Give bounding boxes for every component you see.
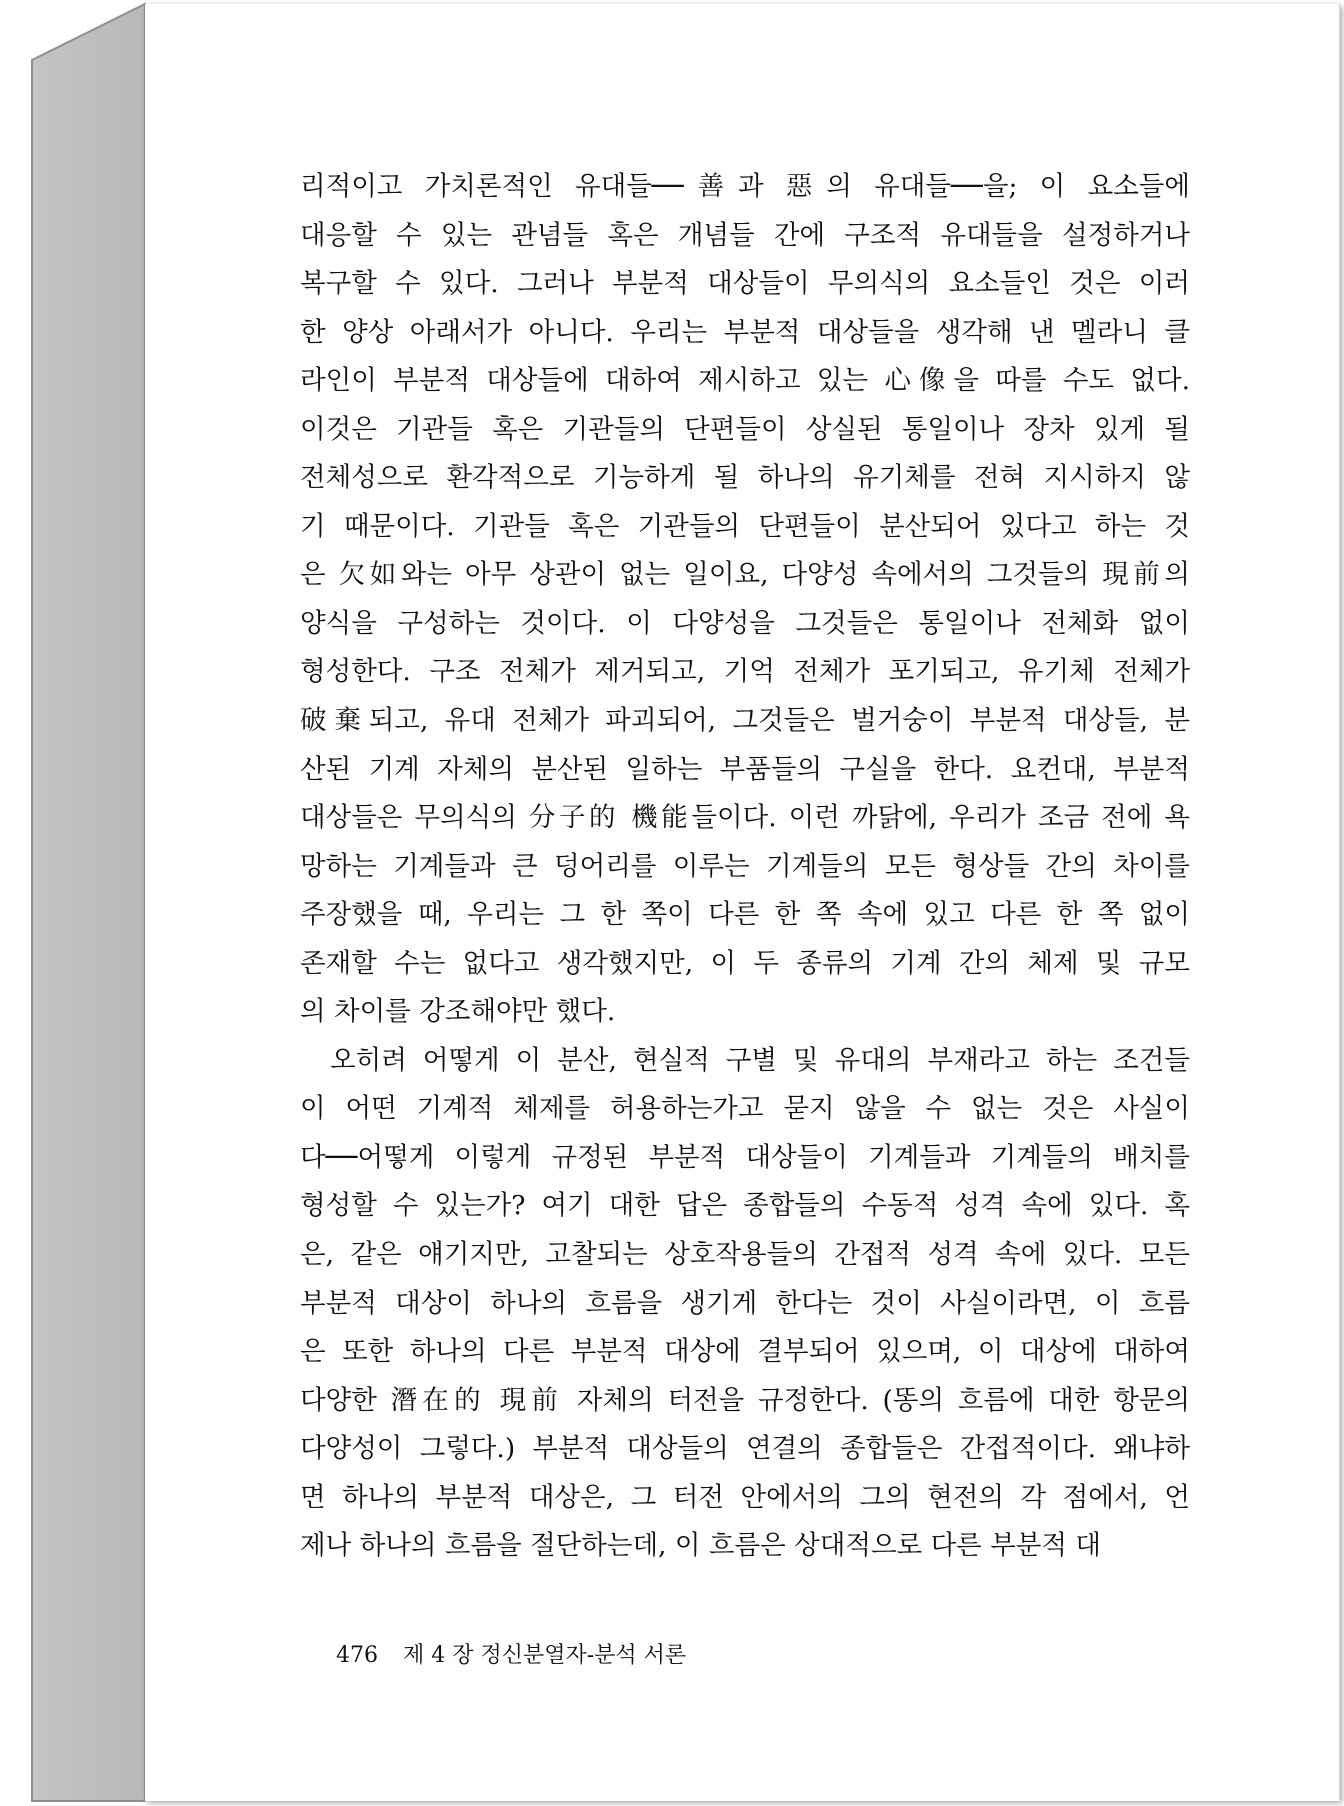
page-number: 476 [336, 1643, 378, 1668]
text-line: 은 또한 하나의 다른 부분적 대상에 결부되어 있으며, 이 대상에 대하여 [300, 1336, 1190, 1368]
text-line: 의 차이를 강조해야만 했다. [300, 996, 616, 1028]
text-line: 망하는 기계들과 큰 덩어리를 이루는 기계들의 모든 형상들 간의 차이를 [300, 850, 1190, 882]
text-line: 복구할 수 있다. 그러나 부분적 대상들이 무의식의 요소들인 것은 이러 [300, 268, 1190, 300]
text-line: 형성할 수 있는가? 여기 대한 답은 종합들의 수동적 성격 속에 있다. 혹 [300, 1190, 1190, 1222]
text-line: 다양성이 그렇다.) 부분적 대상들의 연결의 종합들은 간접적이다. 왜냐하 [300, 1433, 1190, 1465]
text-line: 주장했을 때, 우리는 그 한 쪽이 다른 한 쪽 속에 있고 다른 한 쪽 없이 [300, 899, 1190, 931]
text-line: 제나 하나의 흐름을 절단하는데, 이 흐름은 상대적으로 다른 부분적 대 [300, 1530, 1102, 1562]
text-line: 부분적 대상이 하나의 흐름을 생기게 한다는 것이 사실이라면, 이 흐름 [300, 1287, 1190, 1319]
text-line: 은, 같은 얘기지만, 고찰되는 상호작용들의 간접적 성격 속에 있다. 모든 [300, 1239, 1190, 1271]
text-line: 이 어떤 기계적 체제를 허용하는가고 묻지 않을 수 없는 것은 사실이 [300, 1093, 1190, 1125]
text-line: 다──어떻게 이렇게 규정된 부분적 대상들이 기계들과 기계들의 배치를 [300, 1141, 1190, 1173]
text-line: 리적이고 가치론적인 유대들──善과 惡의 유대들──을; 이 요소들에 [300, 171, 1190, 202]
text-line: 오히려 어떻게 이 분산, 현실적 구별 및 유대의 부재라고 하는 조건들 [330, 1044, 1190, 1076]
text-line: 형성한다. 구조 전체가 제거되고, 기억 전체가 포기되고, 유기체 전체가 [300, 656, 1190, 688]
text-line: 산된 기계 자체의 분산된 일하는 부품들의 구실을 한다. 요컨대, 부분적 [300, 753, 1190, 785]
text-line: 한 양상 아래서가 아니다. 우리는 부분적 대상들을 생각해 낸 멜라니 클 [300, 316, 1190, 348]
text-line: 존재할 수는 없다고 생각했지만, 이 두 종류의 기계 간의 체제 및 규모 [300, 947, 1190, 979]
body-text [300, 163, 1190, 1571]
text-line: 다양한 潛在的 現前 자체의 터전을 규정한다. (똥의 흐름에 대한 항문의 [300, 1384, 1190, 1416]
page-footer [336, 1638, 686, 1669]
text-line: 破棄되고, 유대 전체가 파괴되어, 그것들은 벌거숭이 부분적 대상들, 분 [300, 705, 1190, 737]
text-line: 이것은 기관들 혹은 기관들의 단편들이 상실된 통일이나 장차 있게 될 [300, 413, 1190, 445]
text-line: 기 때문이다. 기관들 혹은 기관들의 단편들이 분산되어 있다고 하는 것 [300, 510, 1190, 542]
text-line: 대응할 수 있는 관념들 혹은 개념들 간에 구조적 유대들을 설정하거나 [300, 219, 1190, 251]
text-line: 전체성으로 환각적으로 기능하게 될 하나의 유기체를 전혀 지시하지 않 [300, 462, 1190, 494]
text-line: 은 欠如와는 아무 상관이 없는 일이요, 다양성 속에서의 그것들의 現前의 [300, 559, 1190, 591]
text-line: 면 하나의 부분적 대상은, 그 터전 안에서의 그의 현전의 각 점에서, 언 [300, 1481, 1190, 1513]
text-line: 라인이 부분적 대상들에 대하여 제시하고 있는 心像을 따를 수도 없다. [300, 365, 1190, 397]
chapter-title: 제 4 장 정신분열자-분석 서론 [403, 1643, 687, 1668]
text-line: 대상들은 무의식의 分子的 機能들이다. 이런 까닭에, 우리가 조금 전에 욕 [300, 802, 1190, 834]
text-line: 양식을 구성하는 것이다. 이 다양성을 그것들은 통일이나 전체화 없이 [300, 607, 1190, 639]
